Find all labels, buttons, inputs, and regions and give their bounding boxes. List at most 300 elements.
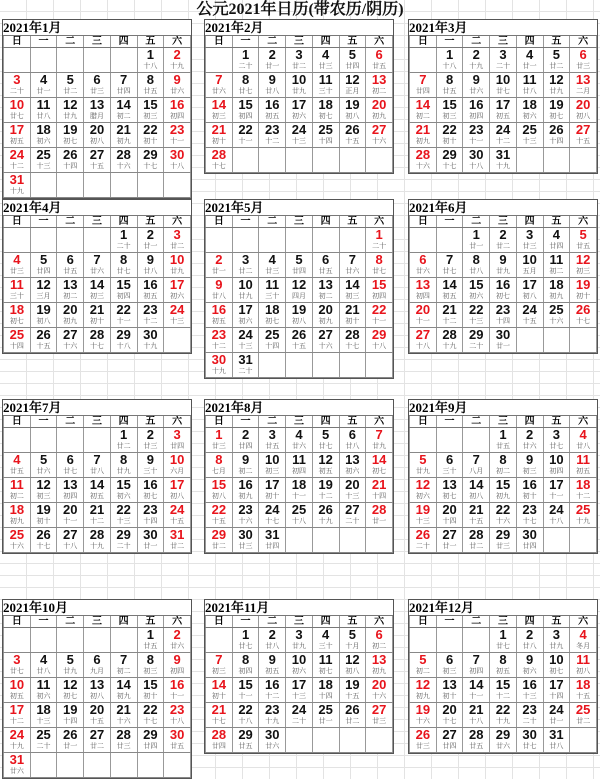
day-number[interactable]: 9 [206,278,233,292]
day-number[interactable]: 5 [570,228,597,242]
day-number[interactable]: 24 [4,728,31,742]
day-number[interactable]: 7 [110,653,137,667]
day-number[interactable]: 15 [137,678,164,692]
day-number[interactable]: 8 [490,653,517,667]
day-number[interactable]: 14 [339,278,366,292]
day-number[interactable]: 29 [206,528,233,542]
day-number[interactable]: 24 [543,503,570,517]
day-number[interactable]: 9 [516,653,543,667]
day-number[interactable]: 13 [410,278,437,292]
day-number[interactable]: 13 [436,678,463,692]
day-number[interactable]: 15 [490,478,517,492]
day-number[interactable]: 20 [436,703,463,717]
day-number[interactable]: 13 [84,678,111,692]
day-number[interactable]: 26 [57,728,84,742]
day-number[interactable]: 27 [84,148,111,162]
day-number[interactable]: 16 [206,303,233,317]
day-number[interactable]: 19 [30,303,57,317]
day-number[interactable]: 3 [259,428,286,442]
day-number[interactable]: 22 [110,503,137,517]
day-number[interactable]: 6 [57,453,84,467]
day-number[interactable]: 3 [286,48,313,62]
day-number[interactable]: 30 [516,728,543,742]
day-number[interactable]: 8 [463,253,490,267]
day-number[interactable]: 2 [137,428,164,442]
day-number[interactable]: 4 [516,48,543,62]
day-number[interactable]: 31 [164,528,191,542]
day-number[interactable]: 18 [4,503,31,517]
day-number[interactable]: 10 [4,678,31,692]
day-number[interactable]: 5 [30,253,57,267]
day-number[interactable]: 20 [570,98,597,112]
day-number[interactable]: 26 [339,123,366,137]
day-number[interactable]: 30 [164,728,191,742]
day-number[interactable]: 6 [570,48,597,62]
day-number[interactable]: 28 [110,728,137,742]
day-number[interactable]: 28 [366,503,393,517]
day-number[interactable]: 5 [57,653,84,667]
day-number[interactable]: 16 [463,98,490,112]
day-number[interactable]: 1 [110,428,137,442]
day-number[interactable]: 13 [570,73,597,87]
day-number[interactable]: 23 [206,328,233,342]
day-number[interactable]: 2 [164,48,191,62]
day-number[interactable]: 7 [436,253,463,267]
day-number[interactable]: 7 [206,73,233,87]
day-number[interactable]: 4 [259,253,286,267]
day-number[interactable]: 17 [490,98,517,112]
day-number[interactable]: 23 [463,123,490,137]
day-number[interactable]: 13 [312,278,339,292]
day-number[interactable]: 29 [232,728,259,742]
day-number[interactable]: 14 [206,98,233,112]
day-number[interactable]: 3 [286,628,313,642]
day-number[interactable]: 8 [232,653,259,667]
day-number[interactable]: 18 [30,123,57,137]
day-number[interactable]: 19 [339,678,366,692]
day-number[interactable]: 28 [84,528,111,542]
day-number[interactable]: 10 [164,253,191,267]
day-number[interactable]: 19 [286,303,313,317]
day-number[interactable]: 26 [57,148,84,162]
day-number[interactable]: 9 [259,73,286,87]
day-number[interactable]: 8 [137,73,164,87]
day-number[interactable]: 11 [4,278,31,292]
day-number[interactable]: 24 [286,703,313,717]
day-number[interactable]: 21 [463,503,490,517]
day-number[interactable]: 15 [232,98,259,112]
day-number[interactable]: 12 [57,98,84,112]
day-number[interactable]: 1 [137,48,164,62]
day-number[interactable]: 21 [463,703,490,717]
day-number[interactable]: 25 [4,528,31,542]
day-number[interactable]: 1 [137,628,164,642]
day-number[interactable]: 11 [543,253,570,267]
day-number[interactable]: 30 [164,148,191,162]
day-number[interactable]: 22 [232,123,259,137]
day-number[interactable]: 11 [30,98,57,112]
day-number[interactable]: 13 [339,453,366,467]
day-number[interactable]: 12 [312,453,339,467]
day-number[interactable]: 4 [543,228,570,242]
day-number[interactable]: 17 [232,303,259,317]
day-number[interactable]: 15 [490,678,517,692]
day-number[interactable]: 17 [286,678,313,692]
day-number[interactable]: 23 [516,503,543,517]
day-number[interactable]: 8 [137,653,164,667]
day-number[interactable]: 9 [164,653,191,667]
day-number[interactable]: 16 [164,98,191,112]
day-number[interactable]: 8 [490,453,517,467]
day-number[interactable]: 19 [410,703,437,717]
day-number[interactable]: 17 [543,478,570,492]
day-number[interactable]: 20 [57,503,84,517]
day-number[interactable]: 11 [4,478,31,492]
day-number[interactable]: 15 [137,98,164,112]
day-number[interactable]: 23 [164,703,191,717]
day-number[interactable]: 7 [463,453,490,467]
day-number[interactable]: 13 [366,653,393,667]
day-number[interactable]: 16 [137,478,164,492]
day-number[interactable]: 6 [84,73,111,87]
day-number[interactable]: 9 [463,73,490,87]
day-number[interactable]: 3 [516,228,543,242]
day-number[interactable]: 14 [206,678,233,692]
day-number[interactable]: 24 [490,123,517,137]
day-number[interactable]: 29 [490,528,517,542]
day-number[interactable]: 17 [4,703,31,717]
day-number[interactable]: 28 [463,528,490,542]
day-number[interactable]: 1 [206,428,233,442]
day-number[interactable]: 9 [137,253,164,267]
day-number[interactable]: 26 [339,703,366,717]
day-number[interactable]: 9 [516,453,543,467]
day-number[interactable]: 13 [84,98,111,112]
day-number[interactable]: 28 [110,148,137,162]
day-number[interactable]: 9 [232,453,259,467]
day-number[interactable]: 1 [463,228,490,242]
day-number[interactable]: 20 [410,303,437,317]
day-number[interactable]: 29 [490,728,517,742]
day-number[interactable]: 21 [366,478,393,492]
day-number[interactable]: 23 [137,303,164,317]
day-number[interactable]: 28 [436,328,463,342]
day-number[interactable]: 8 [436,73,463,87]
day-number[interactable]: 11 [286,453,313,467]
day-number[interactable]: 4 [286,428,313,442]
day-number[interactable]: 30 [137,328,164,342]
day-number[interactable]: 25 [570,703,597,717]
day-number[interactable]: 3 [164,428,191,442]
day-number[interactable]: 11 [516,73,543,87]
day-number[interactable]: 5 [57,73,84,87]
day-number[interactable]: 16 [259,98,286,112]
day-number[interactable]: 26 [312,503,339,517]
day-number[interactable]: 28 [84,328,111,342]
day-number[interactable]: 13 [436,478,463,492]
day-number[interactable]: 12 [339,73,366,87]
day-number[interactable]: 2 [164,628,191,642]
day-number[interactable]: 5 [410,453,437,467]
day-number[interactable]: 11 [259,278,286,292]
day-number[interactable]: 28 [206,148,233,162]
day-number[interactable]: 3 [4,653,31,667]
day-number[interactable]: 26 [410,728,437,742]
day-number[interactable]: 12 [410,678,437,692]
day-number[interactable]: 24 [543,703,570,717]
day-number[interactable]: 30 [490,328,517,342]
day-number[interactable]: 22 [206,503,233,517]
day-number[interactable]: 12 [30,278,57,292]
day-number[interactable]: 10 [543,653,570,667]
day-number[interactable]: 4 [4,453,31,467]
day-number[interactable]: 21 [84,503,111,517]
day-number[interactable]: 21 [410,123,437,137]
day-number[interactable]: 26 [570,303,597,317]
day-number[interactable]: 2 [490,228,517,242]
day-number[interactable]: 28 [463,728,490,742]
day-number[interactable]: 29 [436,148,463,162]
day-number[interactable]: 8 [206,453,233,467]
day-number[interactable]: 27 [57,328,84,342]
day-number[interactable]: 1 [110,228,137,242]
day-number[interactable]: 17 [164,478,191,492]
day-number[interactable]: 27 [570,123,597,137]
day-number[interactable]: 25 [312,123,339,137]
day-number[interactable]: 10 [543,453,570,467]
day-number[interactable]: 21 [110,123,137,137]
day-number[interactable]: 18 [570,678,597,692]
day-number[interactable]: 4 [312,628,339,642]
day-number[interactable]: 22 [490,703,517,717]
day-number[interactable]: 3 [490,48,517,62]
day-number[interactable]: 18 [312,678,339,692]
day-number[interactable]: 22 [366,303,393,317]
day-number[interactable]: 22 [490,503,517,517]
day-number[interactable]: 6 [436,453,463,467]
day-number[interactable]: 27 [410,328,437,342]
day-number[interactable]: 2 [232,428,259,442]
day-number[interactable]: 7 [84,253,111,267]
day-number[interactable]: 15 [110,478,137,492]
day-number[interactable]: 6 [57,253,84,267]
day-number[interactable]: 14 [410,98,437,112]
day-number[interactable]: 11 [312,653,339,667]
day-number[interactable]: 14 [436,278,463,292]
day-number[interactable]: 7 [366,428,393,442]
day-number[interactable]: 4 [312,48,339,62]
day-number[interactable]: 31 [543,728,570,742]
day-number[interactable]: 21 [110,703,137,717]
day-number[interactable]: 6 [339,428,366,442]
day-number[interactable]: 19 [57,703,84,717]
day-number[interactable]: 22 [463,303,490,317]
day-number[interactable]: 30 [232,528,259,542]
day-number[interactable]: 13 [366,73,393,87]
day-number[interactable]: 27 [339,503,366,517]
day-number[interactable]: 23 [164,123,191,137]
day-number[interactable]: 18 [543,278,570,292]
day-number[interactable]: 21 [206,703,233,717]
day-number[interactable]: 23 [232,503,259,517]
day-number[interactable]: 26 [286,328,313,342]
day-number[interactable]: 27 [312,328,339,342]
day-number[interactable]: 14 [84,278,111,292]
day-number[interactable]: 25 [30,148,57,162]
day-number[interactable]: 10 [4,98,31,112]
day-number[interactable]: 25 [30,728,57,742]
day-number[interactable]: 17 [259,478,286,492]
day-number[interactable]: 11 [30,678,57,692]
day-number[interactable]: 25 [312,703,339,717]
day-number[interactable]: 16 [516,678,543,692]
day-number[interactable]: 24 [232,328,259,342]
day-number[interactable]: 30 [137,528,164,542]
day-number[interactable]: 24 [4,148,31,162]
day-number[interactable]: 21 [436,303,463,317]
day-number[interactable]: 15 [232,678,259,692]
day-number[interactable]: 26 [410,528,437,542]
day-number[interactable]: 2 [206,253,233,267]
day-number[interactable]: 2 [259,48,286,62]
day-number[interactable]: 10 [232,278,259,292]
day-number[interactable]: 1 [232,628,259,642]
day-number[interactable]: 21 [84,303,111,317]
day-number[interactable]: 22 [137,123,164,137]
day-number[interactable]: 10 [286,653,313,667]
day-number[interactable]: 25 [516,123,543,137]
day-number[interactable]: 29 [110,328,137,342]
day-number[interactable]: 23 [137,503,164,517]
day-number[interactable]: 5 [286,253,313,267]
day-number[interactable]: 2 [516,428,543,442]
day-number[interactable]: 18 [570,478,597,492]
day-number[interactable]: 1 [490,428,517,442]
day-number[interactable]: 5 [339,628,366,642]
day-number[interactable]: 2 [516,628,543,642]
day-number[interactable]: 19 [339,98,366,112]
day-number[interactable]: 7 [339,253,366,267]
day-number[interactable]: 5 [30,453,57,467]
day-number[interactable]: 17 [543,678,570,692]
day-number[interactable]: 12 [570,253,597,267]
day-number[interactable]: 8 [232,73,259,87]
day-number[interactable]: 2 [137,228,164,242]
day-number[interactable]: 8 [110,253,137,267]
day-number[interactable]: 30 [463,148,490,162]
day-number[interactable]: 25 [4,328,31,342]
day-number[interactable]: 24 [164,503,191,517]
day-number[interactable]: 30 [206,353,233,367]
day-number[interactable]: 19 [543,98,570,112]
day-number[interactable]: 16 [259,678,286,692]
day-number[interactable]: 31 [490,148,517,162]
day-number[interactable]: 3 [543,428,570,442]
day-number[interactable]: 20 [312,303,339,317]
day-number[interactable]: 1 [232,48,259,62]
day-number[interactable]: 12 [339,653,366,667]
day-number[interactable]: 19 [30,503,57,517]
day-number[interactable]: 22 [110,303,137,317]
day-number[interactable]: 11 [570,453,597,467]
day-number[interactable]: 21 [206,123,233,137]
day-number[interactable]: 15 [463,278,490,292]
day-number[interactable]: 16 [490,278,517,292]
day-number[interactable]: 10 [516,253,543,267]
day-number[interactable]: 10 [286,73,313,87]
day-number[interactable]: 15 [436,98,463,112]
day-number[interactable]: 4 [570,428,597,442]
day-number[interactable]: 9 [164,73,191,87]
day-number[interactable]: 18 [259,303,286,317]
day-number[interactable]: 7 [110,73,137,87]
day-number[interactable]: 27 [366,703,393,717]
day-number[interactable]: 5 [312,428,339,442]
day-number[interactable]: 29 [137,728,164,742]
day-number[interactable]: 29 [463,328,490,342]
day-number[interactable]: 11 [312,73,339,87]
day-number[interactable]: 27 [57,528,84,542]
day-number[interactable]: 1 [436,48,463,62]
day-number[interactable]: 24 [259,503,286,517]
day-number[interactable]: 17 [286,98,313,112]
day-number[interactable]: 14 [463,678,490,692]
day-number[interactable]: 2 [463,48,490,62]
day-number[interactable]: 3 [164,228,191,242]
day-number[interactable]: 17 [516,278,543,292]
day-number[interactable]: 4 [570,628,597,642]
day-number[interactable]: 9 [490,253,517,267]
day-number[interactable]: 20 [366,98,393,112]
day-number[interactable]: 23 [490,303,517,317]
day-number[interactable]: 14 [366,453,393,467]
day-number[interactable]: 18 [516,98,543,112]
day-number[interactable]: 8 [110,453,137,467]
day-number[interactable]: 16 [516,478,543,492]
day-number[interactable]: 12 [57,678,84,692]
day-number[interactable]: 6 [366,48,393,62]
day-number[interactable]: 7 [410,73,437,87]
day-number[interactable]: 29 [110,528,137,542]
day-number[interactable]: 13 [57,278,84,292]
day-number[interactable]: 24 [164,303,191,317]
day-number[interactable]: 7 [463,653,490,667]
day-number[interactable]: 5 [339,48,366,62]
day-number[interactable]: 1 [490,628,517,642]
day-number[interactable]: 1 [366,228,393,242]
day-number[interactable]: 28 [410,148,437,162]
day-number[interactable]: 4 [30,73,57,87]
day-number[interactable]: 14 [110,98,137,112]
day-number[interactable]: 6 [84,653,111,667]
day-number[interactable]: 27 [436,528,463,542]
day-number[interactable]: 31 [232,353,259,367]
day-number[interactable]: 15 [366,278,393,292]
day-number[interactable]: 16 [232,478,259,492]
day-number[interactable]: 18 [286,478,313,492]
day-number[interactable]: 24 [286,123,313,137]
day-number[interactable]: 20 [84,123,111,137]
day-number[interactable]: 12 [543,73,570,87]
day-number[interactable]: 24 [516,303,543,317]
day-number[interactable]: 25 [543,303,570,317]
day-number[interactable]: 27 [436,728,463,742]
day-number[interactable]: 20 [339,478,366,492]
day-number[interactable]: 17 [4,123,31,137]
day-number[interactable]: 5 [410,653,437,667]
day-number[interactable]: 6 [366,628,393,642]
day-number[interactable]: 29 [137,148,164,162]
